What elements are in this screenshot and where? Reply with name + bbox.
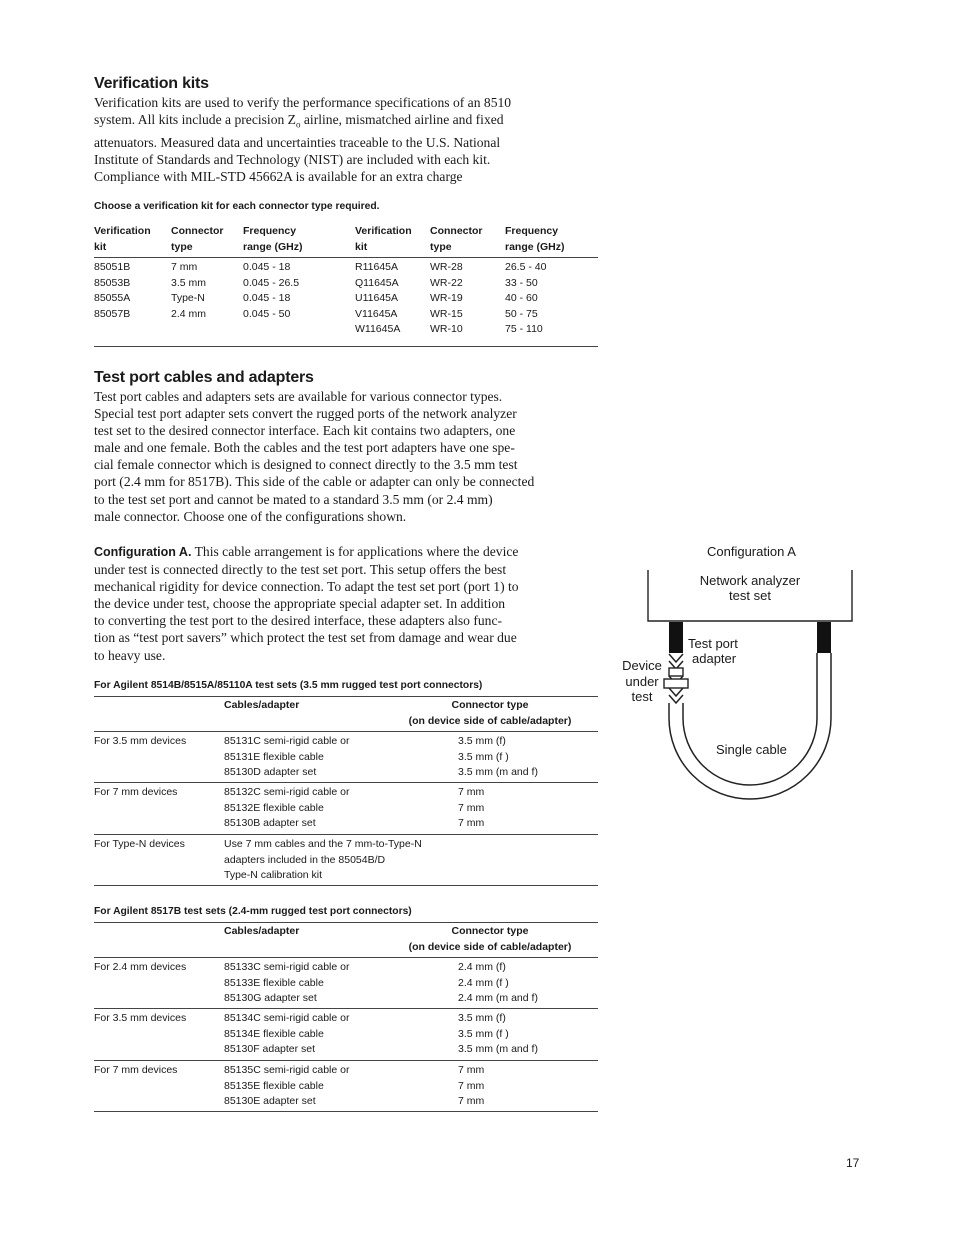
configuration-a-diagram (618, 540, 868, 810)
test-set-label: Network analyzer test set (699, 573, 801, 603)
verification-kits-heading: Verification kits (94, 75, 209, 92)
table2-row-cables: 85133C semi-rigid cable or 85133E flexible cable 85130G adapter set (224, 961, 350, 1005)
divider (94, 834, 598, 835)
table1-row-cables: Use 7 mm cables and the 7 mm-to-Type-N adapters included in the 85054B/D Type-N calibration kit (224, 838, 422, 882)
table2-row-device: For 2.4 mm devices (94, 961, 187, 973)
vt-col-type-1: 7 mm 3.5 mm Type-N 2.4 mm (171, 261, 207, 320)
divider (94, 1060, 598, 1061)
dut-connector (664, 679, 688, 688)
table2-row-cables: 85134C semi-rigid cable or 85134E flexible cable 85130F adapter set (224, 1012, 350, 1056)
cable-inner (683, 653, 817, 785)
adapter-label: Test port adapter (688, 636, 738, 666)
vt-header-range-2: Frequency range (GHz) (505, 225, 565, 253)
diagram-title: Configuration A (707, 544, 796, 559)
vt-col-type-2: WR-28 WR-22 WR-19 WR-15 WR-10 (430, 261, 463, 336)
table2-row-cables: 85135C semi-rigid cable or 85135E flexible cable 85130E adapter set (224, 1064, 350, 1108)
table1-header-connector: Connector type (on device side of cable/adapter) (408, 699, 572, 727)
table1-row-types: 3.5 mm (f) 3.5 mm (f ) 3.5 mm (m and f) (458, 735, 538, 779)
vt-header-type-2: Connector type (430, 225, 483, 253)
table1-row-device: For 3.5 mm devices (94, 735, 187, 747)
divider (94, 731, 598, 732)
table2-caption: For Agilent 8517B test sets (2.4-mm rugged test port connectors) (94, 906, 412, 917)
verification-table-caption: Choose a verification kit for each connector type required. (94, 201, 380, 212)
vt-col-range-1: 0.045 - 18 0.045 - 26.5 0.045 - 18 0.045 - 50 (243, 261, 300, 320)
cables-paragraph: Test port cables and adapters sets are available for various connector types. Special test port adapter sets convert the rugged ports of the network analyzer test set to the desired connector interface. Each kit contains two adapters, one male and one female. Both the cables and the test port adapters have one spe- cial female connector which is designed to connect directly to the 3.5 mm test port (2.4 mm for 8517B). This side of the cable or adapter can only be connected to the test set port and cannot be mated to a standard 3.5 mm (or 2.4 mm) male connector. Choose one of the configurations shown. (94, 389, 535, 524)
table1-row-cables: 85132C semi-rigid cable or 85132E flexible cable 85130B adapter set (224, 786, 350, 830)
dut-label: Device under test (622, 658, 662, 704)
divider (94, 257, 598, 258)
vt-col-kit-1: 85051B 85053B 85055A 85057B (94, 261, 131, 320)
divider (94, 346, 598, 347)
divider (94, 696, 598, 697)
table2-row-device: For 3.5 mm devices (94, 1012, 187, 1024)
vt-header-type-1: Connector type (171, 225, 224, 253)
table1-header-cables: Cables/adapter (224, 699, 300, 711)
vt-col-kit-2: R11645A Q11645A U11645A V11645A W11645A (355, 261, 401, 336)
right-port-connector (817, 622, 831, 653)
verification-kits-paragraph: Verification kits are used to verify the performance specifications of an 8510 system. All kits include a precision $Z_o$ airline, mismatched airline and fixed attenuators. Measured data and uncertainties traceable to the U.S. National Institute of Standards and Technology (NIST) are included with each kit. Compliance with MIL-STD 45662A is available for an extra charge (94, 95, 512, 185)
divider (94, 782, 598, 783)
page-number: 17 (846, 1156, 860, 1170)
table1-row-device: For 7 mm devices (94, 786, 178, 798)
divider (94, 885, 598, 886)
table2-header-connector: Connector type (on device side of cable/adapter) (408, 925, 572, 953)
adapter-body (669, 668, 683, 676)
table2-row-types: 7 mm 7 mm 7 mm (458, 1064, 485, 1108)
divider (94, 957, 598, 958)
table2-row-types: 3.5 mm (f) 3.5 mm (f ) 3.5 mm (m and f) (458, 1012, 538, 1056)
divider (94, 922, 598, 923)
cables-heading: Test port cables and adapters (94, 369, 314, 386)
table2-row-device: For 7 mm devices (94, 1064, 178, 1076)
table2-row-types: 2.4 mm (f) 2.4 mm (f ) 2.4 mm (m and f) (458, 961, 538, 1005)
divider (94, 1111, 598, 1112)
table2-header-cables: Cables/adapter (224, 925, 300, 937)
cable-outer (669, 653, 831, 799)
vt-header-range-1: Frequency range (GHz) (243, 225, 303, 253)
configuration-a-paragraph: Configuration A. This cable arrangement is for applications where the device under test is connected directly to the test set port. This setup offers the best mechanical rigidity for device connection. To adapt the test set port (port 1) to the device under test, choose the appropriate special adapter set. In addition to converting the test port to the desired interface, these adapters also func- tion as “test port savers” which protect the test set from damage and wear due to heavy use. (94, 544, 519, 663)
left-port-connector (669, 622, 683, 653)
table1-row-cables: 85131C semi-rigid cable or 85131E flexible cable 85130D adapter set (224, 735, 350, 779)
vt-col-range-2: 26.5 - 40 33 - 50 40 - 60 50 - 75 75 - 110 (505, 261, 547, 336)
table1-row-types: 7 mm 7 mm 7 mm (458, 786, 485, 830)
table1-row-device: For Type-N devices (94, 838, 185, 850)
vt-header-kit-2: Verification kit (355, 225, 412, 253)
vt-header-kit-1: Verification kit (94, 225, 151, 253)
cable-label: Single cable (716, 742, 787, 757)
table1-caption: For Agilent 8514B/8515A/85110A test sets (3.5 mm rugged test port connectors) (94, 680, 483, 691)
divider (94, 1008, 598, 1009)
